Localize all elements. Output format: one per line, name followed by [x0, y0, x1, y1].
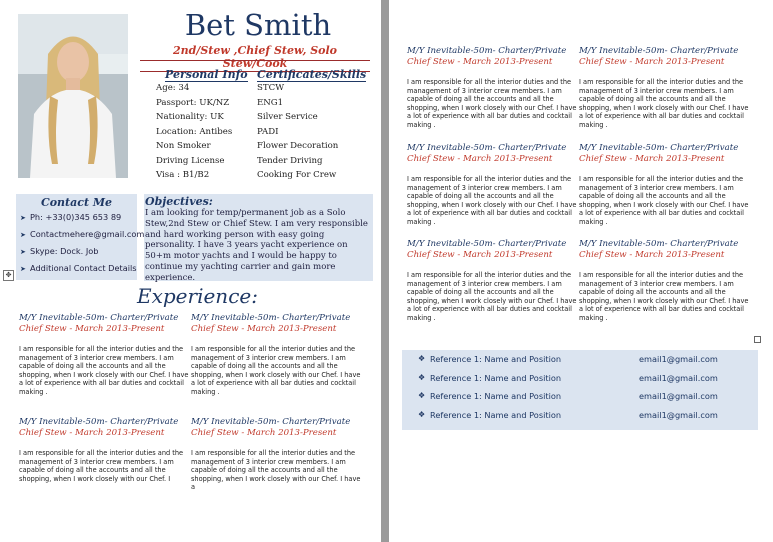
certificate-item: Flower Decoration — [257, 141, 339, 151]
table-resize-handle[interactable] — [754, 336, 761, 343]
reference-row — [402, 387, 758, 405]
job-role: Chief Stew - March 2013-Present — [407, 154, 553, 164]
experience-entry — [579, 46, 749, 130]
experience-entry — [191, 417, 361, 492]
resume-page-2 — [389, 0, 773, 542]
contact-heading: Contact Me — [40, 196, 113, 209]
divider — [140, 60, 370, 61]
certificate-item: Cooking For Crew — [257, 170, 337, 180]
contact-box — [16, 194, 145, 280]
job-description: I am responsible for all the interior duties and the management of 3 interior crew members. I am capable of doing all the accounts and all the shopping, when I work closely with our Chef. I have a lot of experience with all bar duties and cocktail making . — [579, 271, 749, 322]
reference-name: Reference 1: Name and Position — [430, 391, 562, 401]
experience-entry — [579, 143, 749, 227]
job-role: Chief Stew - March 2013-Present — [191, 428, 337, 438]
reference-row — [402, 350, 758, 368]
job-title: M/Y Inevitable-50m- Charter/Private — [407, 239, 567, 249]
job-role: Chief Stew - March 2013-Present — [19, 428, 165, 438]
experience-entry — [407, 46, 577, 130]
job-description: I am responsible for all the interior duties and the management of 3 interior crew members. I am capable of doing all the accounts and all the shopping, when I work closely with our Chef. I — [19, 449, 184, 483]
certificates-heading: Certificates/Skills — [257, 68, 367, 81]
job-title: M/Y Inevitable-50m- Charter/Private — [191, 313, 351, 323]
diamond-bullet-icon: ❖ — [418, 354, 426, 363]
arrow-bullet-icon: ➤ — [20, 265, 26, 273]
job-role: Chief Stew - March 2013-Present — [579, 250, 725, 260]
experience-entry — [407, 143, 577, 227]
job-title: M/Y Inevitable-50m- Charter/Private — [407, 46, 567, 56]
job-description: I am responsible for all the interior duties and the management of 3 interior crew members. I am capable of doing all the accounts and all the shopping, when I work closely with our Chef. I have a — [191, 449, 361, 492]
job-title: M/Y Inevitable-50m- Charter/Private — [19, 417, 179, 427]
job-description: I am responsible for all the interior duties and the management of 3 interior crew members. I am capable of doing all the accounts and all the shopping, when I work closely with our Chef. I have a lot of experience with all bar duties and cocktail making . — [407, 175, 577, 226]
reference-name: Reference 1: Name and Position — [430, 354, 562, 364]
contact-skype: ➤ Skype: Dock. Job — [20, 246, 99, 256]
reference-name: Reference 1: Name and Position — [430, 410, 562, 420]
move-icon[interactable]: ✥ — [3, 270, 14, 281]
job-description: I am responsible for all the interior duties and the management of 3 interior crew members. I am capable of doing all the accounts and all the shopping, when I work closely with our Chef. I have a lot of experience with all bar duties and cocktail making . — [407, 78, 577, 129]
arrow-bullet-icon: ➤ — [20, 248, 26, 256]
experience-entry — [19, 313, 189, 397]
candidate-name: Bet Smith — [184, 8, 332, 42]
job-title: M/Y Inevitable-50m- Charter/Private — [579, 46, 739, 56]
job-role: Chief Stew - March 2013-Present — [407, 57, 553, 67]
reference-email[interactable]: email1@gmail.com — [639, 410, 718, 420]
resume-page-1 — [0, 0, 381, 542]
job-description: I am responsible for all the interior duties and the management of 3 interior crew members. I am capable of doing all the accounts and all the shopping, when I work closely with our Chef. I have a lot of experience with all bar duties and cocktail making . — [191, 345, 361, 396]
experience-entry — [19, 417, 189, 483]
contact-additional: ➤ Additional Contact Details — [20, 263, 137, 273]
personal-item: Passport: UK/NZ — [156, 97, 230, 108]
reference-row — [402, 369, 758, 387]
job-title: M/Y Inevitable-50m- Charter/Private — [191, 417, 351, 427]
personal-item: Visa : B1/B2 — [156, 170, 210, 180]
experience-entry — [579, 239, 749, 323]
job-description: I am responsible for all the interior duties and the management of 3 interior crew members. I am capable of doing all the accounts and all the shopping, when I work closely with our Chef. I have a lot of experience with all bar duties and cocktail making . — [407, 271, 577, 322]
arrow-bullet-icon: ➤ — [20, 214, 26, 222]
certificate-item: ENG1 — [257, 97, 284, 108]
job-title: M/Y Inevitable-50m- Charter/Private — [579, 143, 739, 153]
arrow-bullet-icon: ➤ — [20, 231, 26, 239]
reference-email[interactable]: email1@gmail.com — [639, 391, 718, 401]
reference-email[interactable]: email1@gmail.com — [639, 373, 718, 383]
job-title: M/Y Inevitable-50m- Charter/Private — [407, 143, 567, 153]
objectives-box — [144, 194, 373, 281]
profile-photo — [18, 14, 128, 178]
personal-item: Location: Antibes — [156, 126, 233, 137]
references-box — [402, 350, 758, 430]
job-role: Chief Stew - March 2013-Present — [19, 324, 165, 334]
contact-phone: ➤ Ph: +33(0)345 653 89 — [20, 212, 122, 222]
certificates-list — [257, 81, 338, 183]
job-description: I am responsible for all the interior duties and the management of 3 interior crew members. I am capable of doing all the accounts and all the shopping, when I work closely with our Chef. I have a lot of experience with all bar duties and cocktail making . — [19, 345, 189, 396]
job-description: I am responsible for all the interior duties and the management of 3 interior crew members. I am capable of doing all the accounts and all the shopping, when I work closely with our Chef. I have a lot of experience with all bar duties and cocktail making . — [579, 175, 749, 226]
job-role: Chief Stew - March 2013-Present — [407, 250, 553, 260]
reference-email[interactable]: email1@gmail.com — [639, 354, 718, 364]
personal-item: Nationality: UK — [156, 112, 224, 122]
job-description: I am responsible for all the interior duties and the management of 3 interior crew members. I am capable of doing all the accounts and all the shopping, when I work closely with our Chef. I have a lot of experience with all bar duties and cocktail making . — [579, 78, 749, 129]
personal-info-heading: Personal Info — [165, 68, 248, 81]
experience-entry — [407, 239, 577, 323]
diamond-bullet-icon: ❖ — [418, 391, 426, 400]
diamond-bullet-icon: ❖ — [418, 410, 426, 419]
experience-entry — [191, 313, 361, 397]
job-role: Chief Stew - March 2013-Present — [579, 154, 725, 164]
job-roles: 2nd/Stew ,Chief Stew, Solo Stew/Cook — [140, 44, 370, 72]
certificate-item: Tender Driving — [257, 155, 323, 166]
personal-item: Age: 34 — [156, 83, 190, 93]
certificate-item: Silver Service — [257, 112, 318, 122]
job-role: Chief Stew - March 2013-Present — [191, 324, 337, 334]
job-role: Chief Stew - March 2013-Present — [579, 57, 725, 67]
objectives-heading: Objectives: — [145, 195, 213, 208]
contact-email[interactable]: ➤ Contactmehere@gmail.com — [20, 229, 145, 239]
diamond-bullet-icon: ❖ — [418, 373, 426, 382]
certificate-item: PADI — [257, 126, 279, 137]
certificate-item: STCW — [257, 83, 285, 93]
objectives-text: I am looking for temp/permanent job as a Solo Stew,2nd Stew or Chief Stew. I am very responsible and hard working person with easy going personality. I have 3 years yacht experience on 50+m motor yachts and I would be happy to continue my yachting carrier and gain more experience. — [145, 208, 368, 283]
job-title: M/Y Inevitable-50m- Charter/Private — [19, 313, 179, 323]
experience-heading: Experience: — [137, 284, 258, 308]
reference-name: Reference 1: Name and Position — [430, 373, 562, 383]
reference-row — [402, 406, 758, 424]
personal-info-list — [156, 81, 232, 183]
personal-item: Non Smoker — [156, 141, 211, 151]
personal-item: Driving License — [156, 155, 225, 166]
job-title: M/Y Inevitable-50m- Charter/Private — [579, 239, 739, 249]
